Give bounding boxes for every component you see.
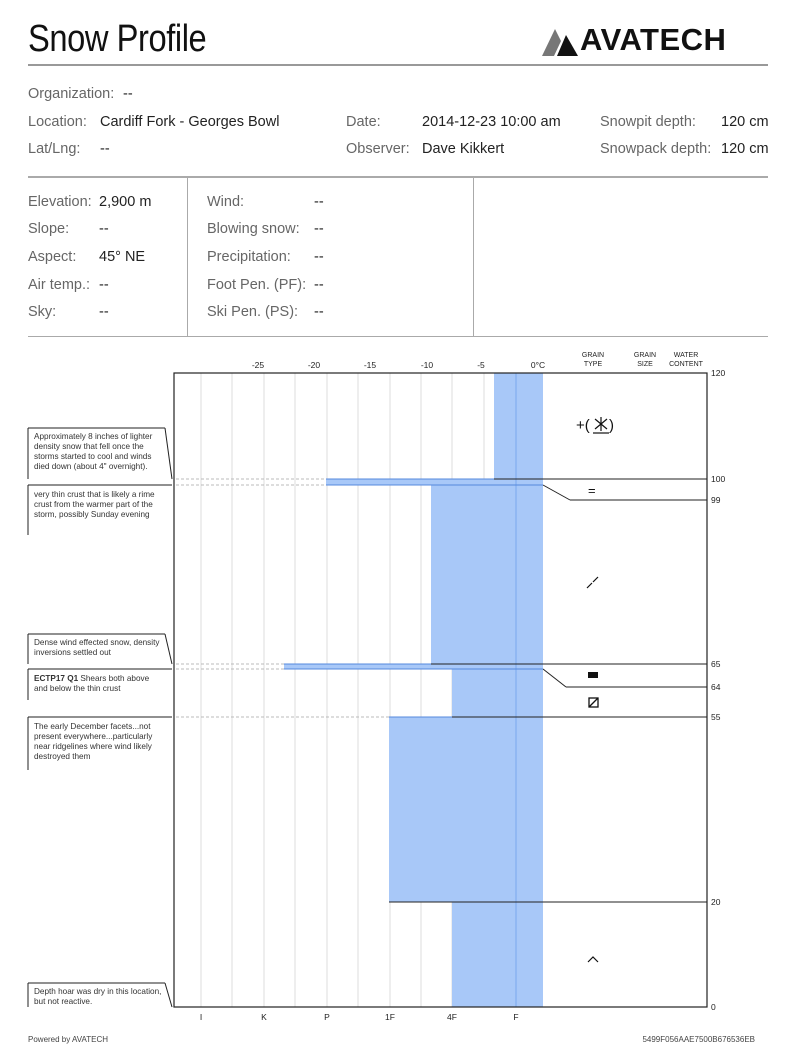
logo-text: AVATECH	[580, 22, 727, 57]
location-value: Cardiff Fork - Georges Bowl	[100, 114, 280, 130]
layer-dashes	[176, 479, 389, 717]
svg-text:TYPE: TYPE	[583, 361, 603, 368]
layer-bar-3	[431, 485, 543, 664]
aspect-label: Aspect:	[28, 249, 77, 265]
wind-label: Wind:	[207, 194, 245, 210]
comment-3: Dense wind effected snow, density inversions settled out	[34, 638, 160, 657]
chart-frame	[174, 373, 707, 1007]
snowpack-depth-value: 120 cm	[721, 141, 769, 157]
avatech-logo	[540, 22, 726, 58]
temp-tick: -25	[251, 360, 265, 370]
precipitation-value: --	[314, 249, 324, 265]
svg-text:I: I	[199, 1012, 203, 1022]
svg-text:F: F	[513, 1012, 519, 1022]
svg-text:4F: 4F	[447, 1012, 457, 1022]
temp-tick: -20	[307, 360, 321, 370]
sky-label: Sky:	[28, 304, 57, 320]
comment-1: Approximately 8 inches of lighter density snow that fell once the storms started to cool and winds died down (about 4" overnight).	[34, 432, 153, 471]
svg-text:P: P	[324, 1012, 330, 1022]
site-divider-2	[473, 178, 474, 336]
info-divider	[28, 176, 768, 178]
blowing-snow-label: Blowing snow:	[207, 221, 300, 237]
depth-labels	[711, 368, 725, 1012]
comment-4-test-result: ECTP17 Q1	[34, 674, 79, 683]
temp-axis	[252, 360, 545, 370]
footer-id: 5499F056AAE7500B676536EB	[642, 1035, 755, 1044]
location-label: Location:	[28, 114, 87, 130]
site-bottom-divider	[28, 336, 768, 337]
column-headers	[582, 352, 704, 368]
blowing-snow-value: --	[314, 221, 324, 237]
svg-text:CONTENT: CONTENT	[669, 361, 703, 368]
organization-label: Organization:	[28, 86, 115, 102]
sky-value: --	[99, 304, 109, 320]
air-temp-value: --	[99, 277, 109, 293]
ski-pen-value: --	[314, 304, 324, 320]
footer-powered-by: Powered by AVATECH	[28, 1035, 109, 1044]
temp-tick: -10	[420, 360, 434, 370]
comment-4	[34, 674, 162, 694]
layer-bar-7	[452, 902, 543, 1007]
hardness-bars	[284, 373, 543, 1007]
page-title: Snow Profile	[28, 18, 207, 60]
svg-text:99: 99	[711, 495, 721, 505]
layer-bar-6	[389, 717, 543, 902]
svg-text:65: 65	[711, 659, 721, 669]
svg-text:1F: 1F	[385, 1012, 395, 1022]
grain-symbol-decomposed-icon	[587, 577, 598, 588]
wind-value: --	[314, 194, 324, 210]
observer-label: Observer:	[346, 141, 410, 157]
comment-6: Depth hoar was dry in this location, but not reactive.	[34, 987, 162, 1006]
date-label: Date:	[346, 114, 381, 130]
svg-text:GRAIN: GRAIN	[633, 352, 657, 359]
slope-value: --	[99, 221, 109, 237]
svg-text:GRAIN: GRAIN	[581, 352, 605, 359]
temp-tick: -15	[363, 360, 377, 370]
grain-symbol-precip-particles-icon	[576, 417, 614, 434]
svg-text:0: 0	[711, 1002, 716, 1012]
slope-label: Slope:	[28, 221, 70, 237]
site-divider-1	[187, 178, 188, 336]
svg-text:20: 20	[711, 897, 721, 907]
aspect-value: 45° NE	[99, 249, 146, 265]
grain-symbol-melt-crust-icon: =	[588, 483, 596, 498]
layer-bar-5	[452, 669, 543, 717]
hardness-axis	[200, 1012, 519, 1022]
ski-pen-label: Ski Pen. (PS):	[207, 304, 299, 320]
snowpit-depth-label: Snowpit depth:	[600, 114, 696, 130]
date-value: 2014-12-23 10:00 am	[422, 114, 561, 130]
logo-mark-icon	[540, 23, 580, 57]
svg-text:120: 120	[711, 368, 726, 378]
grain-symbol-depth-hoar-icon	[588, 957, 598, 962]
elevation-label: Elevation:	[28, 194, 92, 210]
organization-value: --	[123, 86, 133, 102]
latlng-label: Lat/Lng:	[28, 141, 81, 157]
svg-text:K: K	[261, 1012, 267, 1022]
layer-bar-4	[284, 664, 543, 669]
snowpit-depth-value: 120 cm	[721, 114, 769, 130]
svg-text:+(: +(	[576, 417, 590, 434]
air-temp-label: Air temp.:	[28, 277, 91, 293]
foot-pen-label: Foot Pen. (PF):	[207, 277, 307, 293]
comment-2: very thin crust that is likely a rime crust from the warmer part of the storm, possibly Sunday evening	[34, 490, 155, 519]
svg-text:): )	[609, 417, 614, 434]
svg-text:55: 55	[711, 712, 721, 722]
grain-symbol-faceted-rounded-icon	[589, 698, 598, 707]
svg-text:SIZE: SIZE	[637, 361, 653, 368]
comment-4-text: Shears both above and below the thin crust	[34, 674, 150, 693]
temp-tick: 0°C	[530, 360, 546, 370]
foot-pen-value: --	[314, 277, 324, 293]
header-rule	[28, 64, 768, 66]
precipitation-label: Precipitation:	[207, 249, 291, 265]
svg-text:WATER: WATER	[673, 352, 699, 359]
grain-symbols	[576, 417, 614, 962]
elevation-value: 2,900 m	[99, 194, 152, 210]
layer-bar-2	[326, 479, 543, 485]
observer-value: Dave Kikkert	[422, 141, 505, 157]
snowpack-depth-label: Snowpack depth:	[600, 141, 712, 157]
temp-tick: -5	[477, 360, 485, 370]
layer-bar-1	[494, 373, 543, 479]
latlng-value: --	[100, 141, 110, 157]
svg-text:100: 100	[711, 474, 726, 484]
svg-text:64: 64	[711, 682, 721, 692]
comment-5: The early December facets...not present everywhere...particularly near ridgelines where wind likely destroyed them	[34, 722, 153, 761]
grain-symbol-ice-layer-icon	[588, 672, 598, 678]
